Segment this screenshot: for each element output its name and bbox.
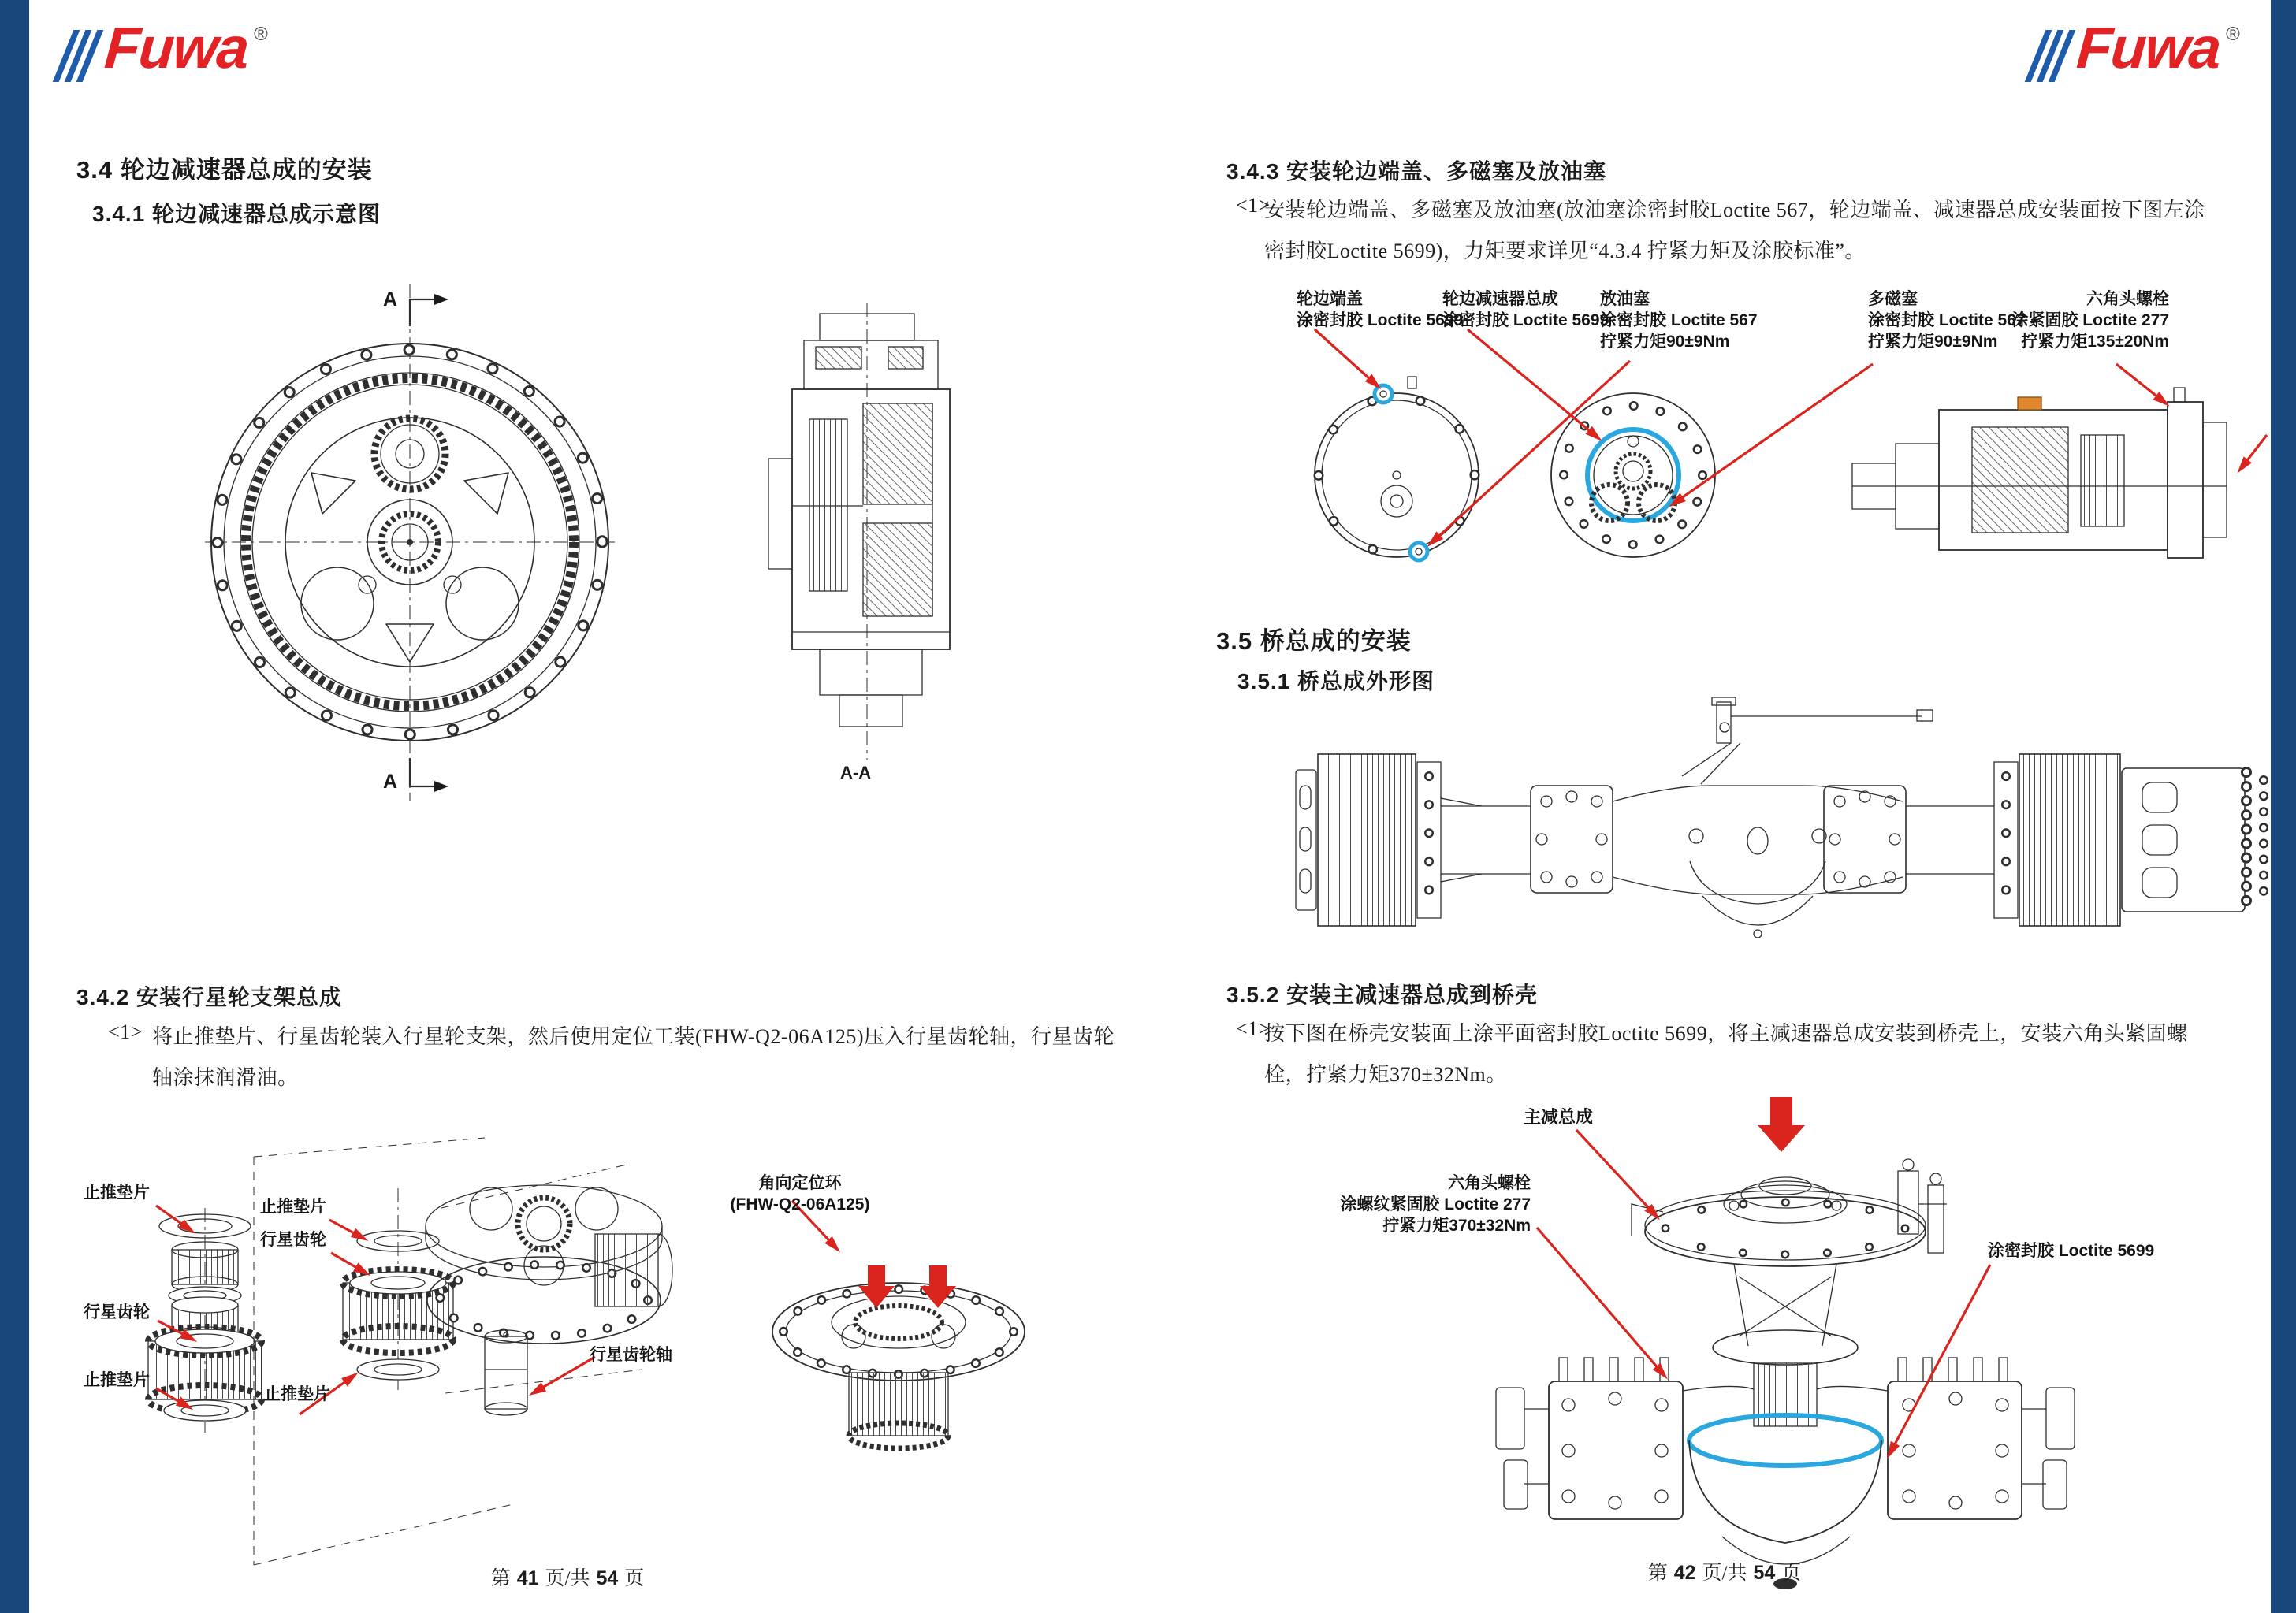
label-line: 轮边减速器总成 [1442, 290, 1558, 308]
label-sealant: 涂密封胶 Loctite 5699 [1988, 1242, 2155, 1260]
label-thrust-washer: 止推垫片 [84, 1184, 150, 1202]
para-3-5-2-tag: <1> [1236, 1017, 1271, 1040]
label-line: (FHW-Q2-06A125) [730, 1195, 870, 1213]
label-line: 涂螺纹紧固胶 Loctite 277 [1340, 1195, 1531, 1213]
differential-tower [1713, 1264, 1858, 1426]
label-drain-plug [1600, 288, 1758, 352]
red-arrowhead [1887, 1441, 1900, 1459]
label-line: 拧紧力矩135±20Nm [2021, 333, 2169, 351]
label-line: 涂密封胶 Loctite 5699 [1442, 311, 1609, 329]
heading-3-4-1: 3.4.1 轮边减速器总成示意图 [92, 202, 381, 226]
red-arrowhead [341, 1373, 359, 1387]
footer-total-pages: 54 [1753, 1562, 1776, 1584]
label-hex-bolt [1332, 1173, 1531, 1236]
label-thrust-washer: 止推垫片 [84, 1371, 150, 1389]
red-arrowhead [529, 1382, 546, 1396]
heading-3-4: 3.4 轮边减速器总成的安装 [76, 156, 373, 184]
wheel-reducer-front-view [205, 284, 615, 801]
label-line: 放油塞 [1600, 290, 1650, 308]
main-reducer-assembly [1632, 1159, 1947, 1266]
fig-341-front-view [185, 282, 634, 802]
para-3-4-2-line2: 轴涂抹润滑油。 [152, 1066, 299, 1089]
hub-section-figure [1852, 388, 2227, 558]
label-planet-gear-shaft: 行星齿轮轴 [590, 1346, 672, 1364]
label-wheel-cap [1297, 288, 1463, 331]
footer-text: 第 [490, 1568, 511, 1589]
label-planet-gear: 行星齿轮 [84, 1303, 150, 1321]
label-hex-bolt [1986, 288, 2169, 352]
fuwa-logo [63, 15, 268, 82]
highlight-orange-plug [2018, 397, 2041, 410]
section-letter-a-bottom: A [383, 771, 398, 793]
footer-text: 页/共 [545, 1568, 590, 1589]
para-3-5-2-line2: 栓，拧紧力矩370±32Nm。 [1264, 1063, 1507, 1086]
fig-352-installation-drawing [1293, 1086, 2278, 1590]
para-3-4-2-tag: <1> [108, 1020, 143, 1043]
para-3-4-3-line1: 安装轮边端盖、多磁塞及放油塞(放油塞涂密封胶Loctite 567，轮边端盖、减速器总成安装面按下图左涂 [1264, 199, 2205, 221]
fuwa-logo-slashes-icon [63, 30, 99, 82]
highlight-bolt-cyan [1375, 385, 1392, 403]
label-wheel-reducer [1442, 288, 1609, 331]
footer-page-number: 41 [516, 1567, 539, 1589]
label-line: 涂密封胶 Loctite 567 [1600, 311, 1758, 329]
label-line: 角向定位环 [758, 1174, 842, 1192]
label-line: 六角头螺栓 [1448, 1174, 1531, 1192]
footer-text: 页/共 [1702, 1563, 1747, 1584]
red-down-arrow [858, 1265, 895, 1308]
fig-341-section-view [745, 301, 989, 762]
label-line: 多磁塞 [1868, 290, 1918, 308]
label-thrust-washer: 止推垫片 [264, 1385, 330, 1403]
footer-text: 页 [1781, 1563, 1802, 1584]
label-line: 涂密封胶 Loctite 567 [1868, 311, 2026, 329]
fuwa-logo-text: Fuwa [2075, 15, 2223, 80]
fuwa-logo-slashes-icon [2035, 30, 2071, 82]
section-cut-marker-bottom [410, 758, 448, 792]
footer-page-number: 42 [1673, 1562, 1696, 1584]
planet-carrier-assembly [426, 1185, 672, 1344]
section-letter-a-top: A [383, 288, 398, 310]
heading-3-4-2: 3.4.2 安装行星轮支架总成 [76, 985, 343, 1009]
footer-total-pages: 54 [596, 1567, 619, 1589]
label-line: 轮边端盖 [1297, 290, 1363, 308]
steering-arm [1682, 697, 1933, 784]
axle-assembly-drawing [1296, 697, 2264, 938]
exploded-planet-gear-column-2 [343, 1188, 453, 1393]
heading-3-4-3: 3.4.3 安装轮边端盖、多磁塞及放油塞 [1226, 159, 1607, 184]
registered-mark: ® [254, 24, 268, 45]
label-line: 六角头螺栓 [2086, 290, 2169, 308]
footer-text: 页 [624, 1568, 645, 1589]
section-view-label-aa: A-A [840, 763, 872, 782]
label-line: 拧紧力矩90±9Nm [1868, 333, 1998, 351]
wheel-cap-figure [1315, 377, 1479, 560]
fig-351-axle-drawing [1293, 697, 2278, 969]
label-planet-gear: 行星齿轮 [260, 1231, 326, 1249]
section-cut-marker-top [410, 294, 448, 326]
para-3-4-3-line2: 密封胶Loctite 5699)，力矩要求详见“4.3.4 拧紧力矩及涂胶标准”。 [1264, 240, 1866, 262]
page-footer-right [1622, 1557, 1827, 1585]
label-line: 涂紧固胶 Loctite 277 [2011, 311, 2169, 329]
left-page-edge-bar [0, 0, 29, 1613]
fuwa-logo-text: Fuwa [102, 15, 251, 80]
label-line: 拧紧力矩370±32Nm [1382, 1217, 1531, 1235]
fuwa-logo [2035, 15, 2240, 82]
para-3-5-2-line1: 按下图在桥壳安装面上涂平面密封胶Loctite 5699，将主减速器总成安装到桥壳上，安装六角头紧固螺 [1264, 1022, 2188, 1045]
page-footer-left [465, 1563, 670, 1591]
heading-3-5-2: 3.5.2 安装主减速器总成到桥壳 [1226, 983, 1539, 1007]
label-main-reducer-assembly: 主减总成 [1524, 1107, 1594, 1127]
sealant-ring-cyan [1587, 429, 1679, 521]
wheel-reducer-section-view [768, 303, 950, 760]
red-down-arrow [1758, 1097, 1805, 1152]
registered-mark: ® [2226, 24, 2240, 45]
heading-3-5: 3.5 桥总成的安装 [1216, 627, 1412, 655]
heading-3-5-1: 3.5.1 桥总成外形图 [1237, 669, 1435, 693]
para-3-4-3-tag: <1> [1236, 194, 1271, 217]
exploded-planet-gear-column-1 [148, 1208, 262, 1433]
label-line: 拧紧力矩90±9Nm [1600, 333, 1730, 351]
footer-text: 第 [1647, 1563, 1668, 1584]
red-down-arrow [920, 1265, 956, 1308]
highlight-bolt-cyan [1410, 543, 1427, 560]
label-line: 涂密封胶 Loctite 5699 [1297, 311, 1464, 329]
reducer-ring-assembly [772, 1265, 1025, 1448]
label-thrust-washer: 止推垫片 [260, 1198, 326, 1216]
label-angular-locating-ring [709, 1173, 891, 1215]
para-3-4-2-line1: 将止推垫片、行星齿轮装入行星轮支架，然后使用定位工装(FHW-Q2-06A125)压入行星齿轮轴，行星齿轮 [152, 1025, 1115, 1048]
